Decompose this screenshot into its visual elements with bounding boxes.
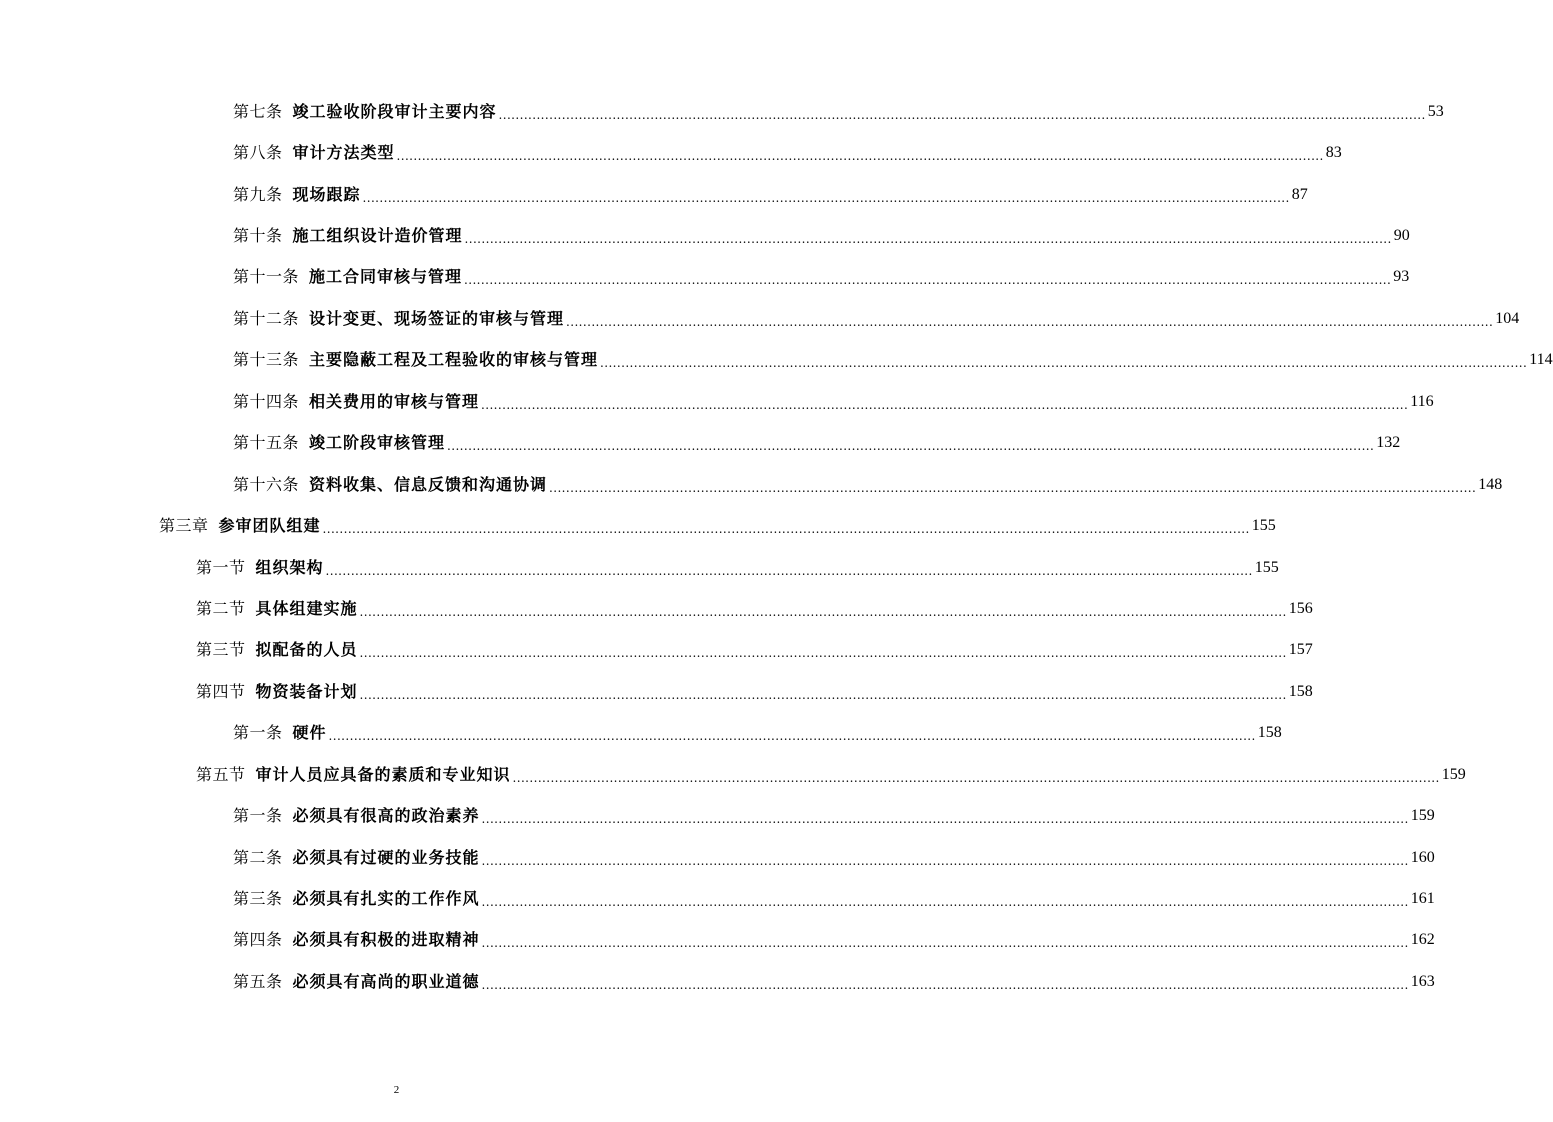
toc-entry-title: 审计人员应具备的素质和专业知识 [255, 764, 511, 784]
dot-leader: ............................................................................................................................................................................................................................ [447, 439, 1375, 454]
toc-entry-page: 160 [1410, 848, 1435, 866]
toc-entry-title: 现场跟踪 [292, 184, 361, 204]
toc-entry-page: 158 [1288, 682, 1313, 700]
toc-entry-page: 132 [1376, 434, 1401, 452]
toc-entry-number: 第一节 [196, 557, 246, 577]
toc-entry[interactable] [233, 795, 1435, 836]
toc-entry-title: 施工合同审核与管理 [309, 267, 463, 287]
toc-entry-title: 竣工验收阶段审计主要内容 [292, 101, 497, 121]
toc-entry-page: 87 [1291, 185, 1308, 203]
toc-entry-page: 155 [1254, 558, 1279, 576]
toc-entry-title: 具体组建实施 [255, 598, 358, 618]
toc-entry-page: 163 [1410, 972, 1435, 990]
toc-entry-number: 第三章 [159, 516, 209, 536]
toc-entry-title: 必须具有高尚的职业道德 [292, 971, 480, 991]
toc-entry-title: 设计变更、现场签证的审核与管理 [309, 308, 565, 328]
toc-entry[interactable] [196, 547, 1279, 588]
toc-entry-title: 主要隐蔽工程及工程验收的审核与管理 [309, 350, 599, 370]
toc-entry-page: 155 [1251, 517, 1276, 535]
dot-leader: ............................................................................................................................................................................................................................ [322, 522, 1250, 537]
toc-entry-title: 施工组织设计造价管理 [292, 226, 463, 246]
toc-entry-number: 第五条 [233, 971, 283, 991]
toc-entry-number: 第五节 [196, 764, 246, 784]
toc-entry-number: 第四节 [196, 681, 246, 701]
dot-leader: ............................................................................................................................................................................................................................ [328, 729, 1256, 744]
dot-leader: ............................................................................................................................................................................................................................ [481, 812, 1409, 827]
toc-entry-number: 第七条 [233, 101, 283, 121]
toc-entry-number: 第十四条 [233, 391, 300, 411]
toc-entry-title: 资料收集、信息反馈和沟通协调 [309, 474, 548, 494]
toc-entry-page: 104 [1495, 309, 1520, 327]
toc-entry[interactable] [233, 340, 1553, 381]
toc-entry-number: 第十条 [233, 226, 283, 246]
toc-entry-page: 148 [1478, 475, 1503, 493]
toc-entry[interactable] [233, 91, 1444, 132]
toc-entry-page: 156 [1288, 599, 1313, 617]
toc-entry-number: 第十六条 [233, 474, 300, 494]
toc-entry[interactable] [233, 961, 1435, 1002]
toc-entry-number: 第八条 [233, 143, 283, 163]
toc-entry[interactable] [233, 920, 1435, 961]
table-of-contents [0, 91, 1553, 1003]
toc-entry[interactable] [196, 671, 1313, 712]
toc-entry-title: 参审团队组建 [218, 516, 321, 536]
toc-entry-title: 必须具有扎实的工作作风 [292, 889, 480, 909]
toc-entry-page: 159 [1410, 807, 1435, 825]
toc-entry[interactable] [233, 381, 1434, 422]
toc-entry[interactable] [233, 713, 1282, 754]
dot-leader: ............................................................................................................................................................................................................................ [498, 107, 1426, 122]
toc-entry-number: 第十三条 [233, 350, 300, 370]
toc-entry[interactable] [233, 215, 1410, 256]
toc-entry-number: 第一条 [233, 806, 283, 826]
page-number: 2 [393, 1084, 400, 1096]
dot-leader: ............................................................................................................................................................................................................................ [464, 232, 1392, 247]
dot-leader: ............................................................................................................................................................................................................................ [481, 853, 1409, 868]
toc-entry-page: 158 [1257, 724, 1282, 742]
toc-entry-number: 第十五条 [233, 433, 300, 453]
toc-entry-page: 157 [1288, 641, 1313, 659]
toc-entry[interactable] [233, 878, 1435, 919]
dot-leader: ............................................................................................................................................................................................................................ [481, 977, 1409, 992]
toc-entry[interactable] [233, 257, 1410, 298]
toc-entry-title: 组织架构 [255, 557, 324, 577]
toc-entry-title: 必须具有过硬的业务技能 [292, 847, 480, 867]
toc-entry-page: 83 [1325, 144, 1342, 162]
dot-leader: ............................................................................................................................................................................................................................ [362, 190, 1290, 205]
dot-leader: ............................................................................................................................................................................................................................ [359, 604, 1287, 619]
toc-entry[interactable] [233, 174, 1308, 215]
toc-entry-number: 第十二条 [233, 308, 300, 328]
toc-entry[interactable] [233, 132, 1342, 173]
toc-entry-page: 114 [1529, 351, 1553, 369]
toc-entry-page: 116 [1410, 392, 1434, 410]
toc-entry[interactable] [196, 588, 1313, 629]
dot-leader: ............................................................................................................................................................................................................................ [464, 273, 1392, 288]
toc-entry-number: 第二节 [196, 598, 246, 618]
dot-leader: ............................................................................................................................................................................................................................ [359, 687, 1287, 702]
dot-leader: ............................................................................................................................................................................................................................ [396, 149, 1324, 164]
toc-entry-number: 第一条 [233, 723, 283, 743]
toc-entry-title: 必须具有积极的进取精神 [292, 930, 480, 950]
toc-entry-title: 竣工阶段审核管理 [309, 433, 446, 453]
toc-entry-page: 93 [1393, 268, 1410, 286]
toc-entry[interactable] [233, 464, 1503, 505]
toc-entry-number: 第十一条 [233, 267, 300, 287]
toc-entry-page: 161 [1410, 890, 1435, 908]
toc-entry-title: 物资装备计划 [255, 681, 358, 701]
toc-entry[interactable] [233, 423, 1401, 464]
toc-entry-number: 第二条 [233, 847, 283, 867]
toc-entry-page: 90 [1393, 227, 1410, 245]
toc-entry-number: 第三节 [196, 640, 246, 660]
dot-leader: ............................................................................................................................................................................................................................ [359, 646, 1287, 661]
dot-leader: ............................................................................................................................................................................................................................ [600, 356, 1528, 371]
toc-entry-title: 相关费用的审核与管理 [309, 391, 480, 411]
toc-entry-title: 必须具有很高的政治素养 [292, 806, 480, 826]
toc-entry-page: 162 [1410, 931, 1435, 949]
toc-entry-title: 审计方法类型 [292, 143, 395, 163]
dot-leader: ............................................................................................................................................................................................................................ [566, 314, 1494, 329]
toc-entry-number: 第九条 [233, 184, 283, 204]
toc-entry-title: 硬件 [292, 723, 327, 743]
dot-leader: ............................................................................................................................................................................................................................ [481, 397, 1409, 412]
toc-entry-number: 第四条 [233, 930, 283, 950]
toc-entry[interactable] [233, 298, 1520, 339]
dot-leader: ............................................................................................................................................................................................................................ [512, 770, 1440, 785]
toc-entry-title: 拟配备的人员 [255, 640, 358, 660]
toc-entry[interactable] [196, 754, 1466, 795]
dot-leader: ............................................................................................................................................................................................................................ [481, 895, 1409, 910]
dot-leader: ............................................................................................................................................................................................................................ [549, 480, 1477, 495]
toc-entry[interactable] [159, 505, 1276, 546]
toc-entry-page: 53 [1427, 102, 1444, 120]
toc-entry[interactable] [196, 630, 1313, 671]
toc-entry-number: 第三条 [233, 889, 283, 909]
toc-entry[interactable] [233, 837, 1435, 878]
dot-leader: ............................................................................................................................................................................................................................ [325, 563, 1253, 578]
toc-entry-page: 159 [1441, 765, 1466, 783]
dot-leader: ............................................................................................................................................................................................................................ [481, 936, 1409, 951]
